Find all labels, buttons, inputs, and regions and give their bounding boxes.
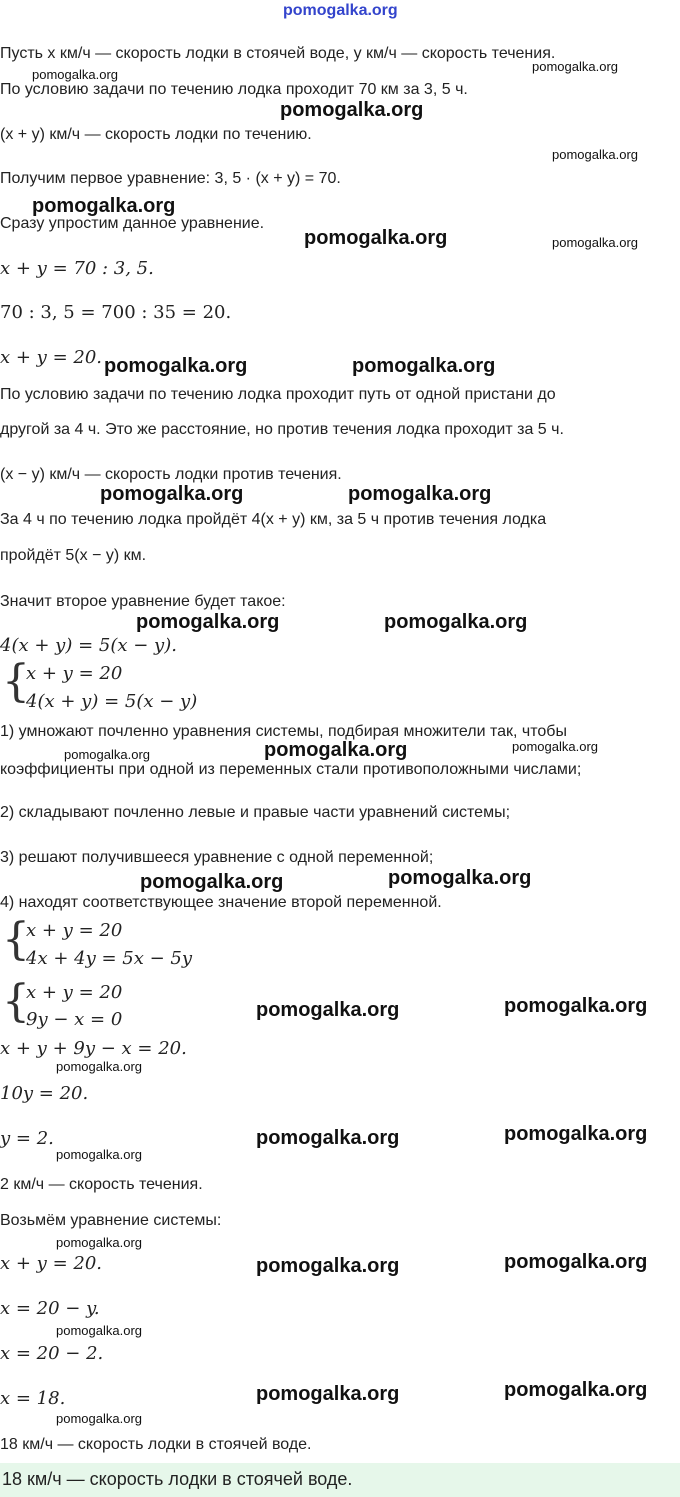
watermark: pomogalka.org (532, 59, 618, 74)
text-line: По условию задачи по течению лодка проходит 70 км за 3, 5 ч. (0, 81, 468, 98)
watermark: pomogalka.org (140, 871, 284, 893)
watermark: pomogalka.org (552, 147, 638, 162)
math-line: x + y + 9y − x = 20. (0, 1038, 187, 1059)
text-line: другой за 4 ч. Это же расстояние, но против течения лодка проходит за 5 ч. (0, 421, 564, 438)
system-brace: { (2, 914, 30, 965)
text-line: Пусть x км/ч — скорость лодки в стоячей воде, y км/ч — скорость течения. (0, 45, 556, 62)
watermark: pomogalka.org (256, 1255, 400, 1277)
math-line: 70 : 3, 5 = 700 : 35 = 20. (0, 302, 232, 323)
watermark: pomogalka.org (56, 1411, 142, 1426)
math-line: 10y = 20. (0, 1083, 89, 1104)
watermark: pomogalka.org (56, 1147, 142, 1162)
watermark: pomogalka.org (504, 1123, 648, 1145)
text-line: пройдёт 5(x − y) км. (0, 547, 147, 564)
system-equation: x + y = 20 (26, 663, 123, 684)
system-equation: x + y = 20 (26, 920, 123, 941)
watermark: pomogalka.org (136, 611, 280, 633)
text-line: коэффициенты при одной из переменных стали противоположными числами; (0, 761, 582, 778)
watermark: pomogalka.org (32, 67, 118, 82)
text-line: По условию задачи по течению лодка проходит путь от одной пристани до (0, 386, 556, 403)
watermark: pomogalka.org (280, 99, 424, 121)
math-line: 4(x + y) = 5(x − y). (0, 635, 177, 656)
watermark: pomogalka.org (56, 1059, 142, 1074)
watermark: pomogalka.org (504, 1379, 648, 1401)
watermark: pomogalka.org (264, 739, 408, 761)
watermark: pomogalka.org (352, 355, 496, 377)
math-line: x = 20 − y. (0, 1298, 100, 1319)
text-line: 4) находят соответствующее значение второй переменной. (0, 894, 442, 911)
watermark: pomogalka.org (304, 227, 448, 249)
math-line: x = 18. (0, 1388, 66, 1409)
watermark: pomogalka.org (256, 1127, 400, 1149)
math-line: y = 2. (0, 1128, 54, 1149)
text-line: За 4 ч по течению лодка пройдёт 4(x + y) км, за 5 ч против течения лодка (0, 511, 547, 528)
text-line: 1) умножают почленно уравнения системы, подбирая множители так, чтобы (0, 723, 567, 740)
system-equation: 4x + 4y = 5x − 5y (26, 948, 193, 969)
text-line: Получим первое уравнение: 3, 5 · (x + y) = 70. (0, 170, 341, 187)
watermark: pomogalka.org (388, 867, 532, 889)
math-line: x + y = 20. (0, 1253, 102, 1274)
system-equation: x + y = 20 (26, 982, 123, 1003)
text-line: (x − y) км/ч — скорость лодки против течения. (0, 466, 342, 483)
watermark: pomogalka.org (384, 611, 528, 633)
math-line: x + y = 20. (0, 347, 102, 368)
text-line: 3) решают получившееся уравнение с одной переменной; (0, 849, 434, 866)
watermark: pomogalka.org (552, 235, 638, 250)
site-watermark-top: pomogalka.org (283, 2, 398, 19)
text-line: Сразу упростим данное уравнение. (0, 215, 265, 232)
text-line: 18 км/ч — скорость лодки в стоячей воде. (0, 1436, 312, 1453)
answer-box (0, 1463, 680, 1497)
watermark: pomogalka.org (504, 995, 648, 1017)
text-line: (x + y) км/ч — скорость лодки по течению. (0, 126, 312, 143)
system-brace: { (2, 976, 30, 1027)
text-line: Значит второе уравнение будет такое: (0, 593, 286, 610)
math-line: x = 20 − 2. (0, 1343, 104, 1364)
system-equation: 9y − x = 0 (26, 1009, 123, 1030)
system-brace: { (2, 656, 30, 707)
watermark: pomogalka.org (100, 483, 244, 505)
watermark: pomogalka.org (256, 1383, 400, 1405)
watermark: pomogalka.org (104, 355, 248, 377)
watermark: pomogalka.org (56, 1235, 142, 1250)
text-line: 2) складывают почленно левые и правые части уравнений системы; (0, 804, 511, 821)
math-line: x + y = 70 : 3, 5. (0, 258, 154, 279)
watermark: pomogalka.org (32, 195, 176, 217)
watermark: pomogalka.org (512, 739, 598, 754)
text-line: 2 км/ч — скорость течения. (0, 1176, 203, 1193)
watermark: pomogalka.org (64, 747, 150, 762)
watermark: pomogalka.org (504, 1251, 648, 1273)
text-line: Возьмём уравнение системы: (0, 1212, 222, 1229)
system-equation: 4(x + y) = 5(x − y) (26, 691, 198, 712)
answer-text: 18 км/ч — скорость лодки в стоячей воде. (2, 1469, 353, 1489)
watermark: pomogalka.org (56, 1323, 142, 1338)
watermark: pomogalka.org (256, 999, 400, 1021)
watermark: pomogalka.org (348, 483, 492, 505)
